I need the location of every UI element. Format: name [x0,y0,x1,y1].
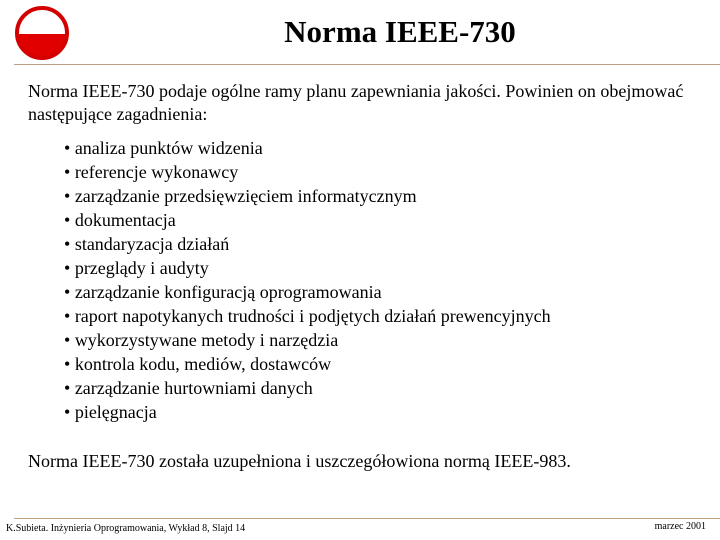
footer-date: marzec 2001 [654,521,706,532]
footer-source: K.Subieta. Inżynieria Oprogramowania, Wykład 8, Slajd 14 [6,523,246,534]
list-item: • dokumentacja [64,208,551,232]
list-item: • kontrola kodu, mediów, dostawców [64,352,551,376]
bottom-divider [14,518,720,519]
topic-list [64,136,551,424]
list-item: • analiza punktów widzenia [64,136,551,160]
slide-title: Norma IEEE-730 [284,14,516,49]
top-divider [14,64,720,65]
outro-paragraph: Norma IEEE-730 została uzupełniona i uszczegółowiona normą IEEE-983. [28,451,571,471]
list-item: • przeglądy i audyty [64,256,551,280]
list-item: • pielęgnacja [64,400,551,424]
list-item: • wykorzystywane metody i narzędzia [64,328,551,352]
list-item: • standaryzacja działań [64,232,551,256]
list-item: • zarządzanie hurtowniami danych [64,376,551,400]
intro-paragraph: Norma IEEE-730 podaje ogólne ramy planu zapewniania jakości. Powinien on obejmować następujące zagadnienia: [28,81,684,124]
list-item: • raport napotykanych trudności i podjętych działań prewencyjnych [64,304,551,328]
list-item: • zarządzanie konfiguracją oprogramowania [64,280,551,304]
list-item: • zarządzanie przedsięwzięciem informatycznym [64,184,551,208]
list-item: • referencje wykonawcy [64,160,551,184]
polish-flag-circle-icon [14,5,70,61]
